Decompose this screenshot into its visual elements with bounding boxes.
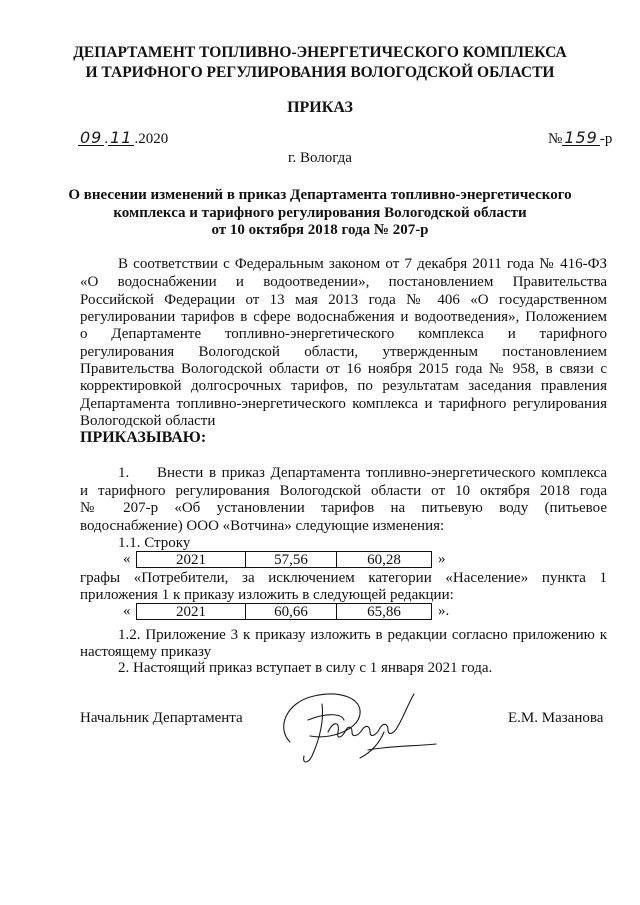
new-value2-cell: 65,86 <box>336 603 432 620</box>
document-type: ПРИКАЗ <box>287 99 353 116</box>
signature-image <box>268 680 448 770</box>
signature-position: Начальник Департамента <box>80 710 243 726</box>
preamble-line: регулирования Вологодской области, утвержденным постановлением <box>80 344 607 360</box>
order-title-line2: комплекса и тарифного регулирования Вологодской области <box>113 205 527 221</box>
order-date <box>78 128 169 148</box>
date-year: .2020 <box>134 131 169 147</box>
open-quote: « <box>123 551 131 567</box>
department-name-line2: И ТАРИФНОГО РЕГУЛИРОВАНИЯ ВОЛОГОДСКОЙ ОБЛАСТИ <box>85 64 555 81</box>
new-value1-cell: 60,66 <box>245 603 337 620</box>
preamble-line: В соответствии с Федеральным законом от 7 декабря 2011 года № 416-ФЗ <box>118 256 607 272</box>
open-quote: « <box>123 603 131 619</box>
item1-line: № 207-р «Об установлении тарифов на питьевую воду (питьевое <box>80 500 607 516</box>
preamble-line: Российской Федерации от 13 мая 2013 года № 406 «О государственном <box>80 292 607 308</box>
old-value2-cell: 60,28 <box>336 551 432 568</box>
preamble-line: Вологодской области <box>80 413 216 429</box>
preamble-line: корректировкой долгосрочных тарифов, по результатам заседания правления <box>80 378 607 394</box>
order-number <box>548 128 613 148</box>
new-tariff-row <box>118 603 448 621</box>
order-title-line1: О внесении изменений в приказ Департамента топливно-энергетического <box>68 187 572 203</box>
preamble-line: Департамента топливно-энергетического комплекса и тарифного регулирования <box>80 396 607 412</box>
item1-line: и тарифного регулирования Вологодской области от 10 октября 2018 года <box>80 483 607 499</box>
number-prefix: № <box>548 131 563 147</box>
preamble-line: Правительства Вологодской области от 16 ноября 2015 года № 958, в связи с <box>80 361 607 377</box>
item1-line: водоснабжение) ООО «Вотчина» следующие изменения: <box>80 518 445 534</box>
date-separator: . <box>104 131 109 147</box>
department-name-line1: ДЕПАРТАМЕНТ ТОПЛИВНО-ЭНЕРГЕТИЧЕСКОГО КОМПЛЕКСА <box>73 44 567 61</box>
old-value1-cell: 57,56 <box>245 551 337 568</box>
date-month: 11 <box>110 128 133 147</box>
city: г. Вологда <box>288 150 352 166</box>
sub12-line: 1.2. Приложение 3 к приказу изложить в редакции согласно приложению к <box>118 627 607 643</box>
preamble-line: регулировании тарифов в сфере водоснабжения и водоотведения», Положением <box>80 309 607 325</box>
old-tariff-row <box>118 551 448 569</box>
preamble-line: «О водоснабжении и водоотведении», постановлением Правительства <box>80 274 607 290</box>
sub12-line: настоящему приказу <box>80 644 212 660</box>
old-year-cell: 2021 <box>136 551 246 568</box>
close-quote: » <box>438 551 446 567</box>
number-suffix: -р <box>599 131 613 147</box>
number-value: 159 <box>564 128 598 147</box>
preamble-line: о Департаменте топливно-энергетического комплекса и тарифного <box>80 326 607 342</box>
signature-name: Е.М. Мазанова <box>508 710 604 726</box>
new-year-cell: 2021 <box>136 603 246 620</box>
close-quote-dot: ». <box>438 603 450 619</box>
sub11-text-line: приложения 1 к приказу изложить в следующей редакции: <box>80 587 454 603</box>
sub11-label: 1.1. Строку <box>118 535 191 551</box>
item1-number: 1. <box>118 465 130 481</box>
item2: 2. Настоящий приказ вступает в силу с 1 января 2021 года. <box>118 660 493 676</box>
sub11-text-line: графы «Потребители, за исключением категории «Население» пункта 1 <box>80 570 607 586</box>
date-day: 09 <box>80 128 103 147</box>
order-word: ПРИКАЗЫВАЮ: <box>80 429 207 446</box>
order-title-line3: от 10 октября 2018 года № 207-р <box>211 222 429 238</box>
item1-line: Внести в приказ Департамента топливно-энергетического комплекса <box>157 465 607 481</box>
